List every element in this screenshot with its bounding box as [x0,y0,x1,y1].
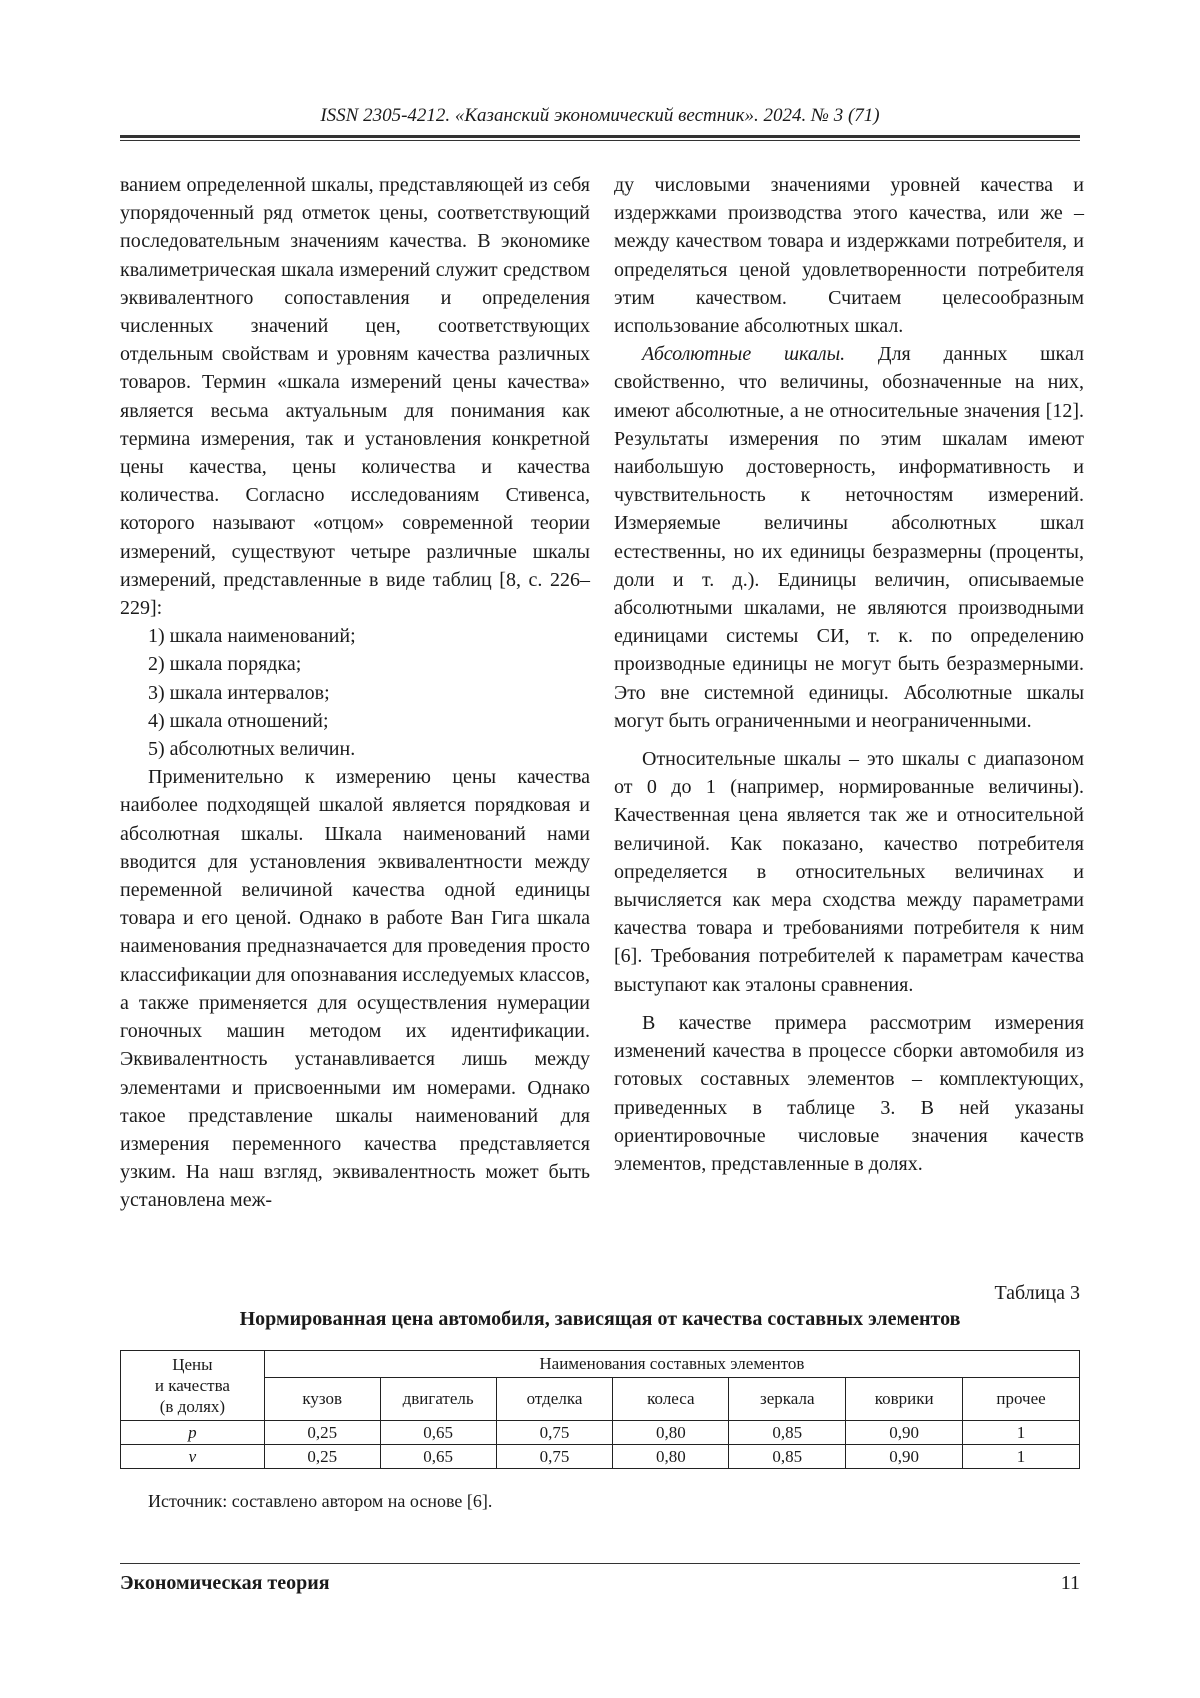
table-caption: Таблица 3 [994,1282,1080,1304]
journal-header: ISSN 2305-4212. «Казанский экономический вестник». 2024. № 3 (71) [320,105,880,126]
table-cell: 0,65 [380,1445,496,1469]
list-item-4: 4) шкала отношений; [148,709,329,732]
table-row [121,1421,1080,1445]
column-header: зеркала [729,1378,846,1421]
list-item-3: 3) шкала интервалов; [148,681,330,704]
row-label: v [121,1445,265,1469]
row-label: p [121,1421,265,1445]
table-cell: 0,75 [496,1445,613,1469]
group-header: Наименования составных элементов [264,1351,1079,1378]
footer-rule [120,1563,1080,1564]
right-paragraph-2 [614,340,1084,735]
absolute-scales-term: Абсолютные шкалы. [642,343,846,366]
left-paragraph-2: Применительно к измерению цены качества наиболее подходящей шкалой является порядковая и абсолютная шкалы. Шкала наименований нами вводится для установления эквивалентности между переменной величиной качества одной единицы товара и его ценой. Однако в работе Ван Гига шкала наименования предназначается для проведения просто классификации для опознавания исследуемых классов, а также применяется для осуществления нумерации гоночных машин методом их идентификации. Эквивалентность устанавливается лишь между элементами и присвоенными им номерами. Однако такое представление шкалы наименований для измерения переменного качества представляется узким. На наш взгляд, эквивалентность может быть установлена меж- [120,766,590,1212]
table-cell: 0,80 [613,1445,729,1469]
quality-price-table [120,1350,1080,1469]
column-header: двигатель [380,1378,496,1421]
page-number: 11 [1060,1572,1080,1594]
table-cell: 0,85 [729,1421,846,1445]
right-paragraph-1: ду числовыми значениями уровней качества и издержками производства этого качества, или же – между качеством товара и издержками потребителя, и определяться ценой удовлетворенности потребителя этим качеством. Считаем целесообразным использование абсолютных шкал. [614,174,1084,338]
list-item-5: 5) абсолютных величин. [148,738,356,761]
column-header: прочее [963,1378,1080,1421]
table-cell: 1 [963,1445,1080,1469]
section-name: Экономическая теория [120,1572,330,1594]
table-cell: 0,90 [846,1445,963,1469]
column-header: колеса [613,1378,729,1421]
table-source-note: Источник: составлено автором на основе [6]. [148,1491,493,1511]
left-paragraph-1: ванием определенной шкалы, представляющей из себя упорядоченный ряд отметок цены, соответствующий последовательным значениям качества. В экономике квалиметрическая шкала измерений служит средством эквивалентного сопоставления и определения численных значений цен, соответствующих отдельным свойствам и уровням качества различных товаров. Термин «шкала измерений цены качества» является весьма актуальным для понимания как термина измерения, так и установления конкретной цены качества, цены количества и качества количества. Согласно исследованиям Стивенса, которого называют «отцом» современной теории измерений, существуют четыре различные шкалы измерений, представленные в виде таблиц [8, с. 226–229]: [120,174,590,620]
right-paragraph-4: В качестве примера рассмотрим измерения изменений качества в процессе сборки автомобиля из готовых составных элементов – комплектующих, приведенных в таблице 3. В ней указаны ориентировочные числовые значения качеств элементов, представленные в долях. [614,1011,1084,1175]
column-header: кузов [264,1378,380,1421]
column-header: коврики [846,1378,963,1421]
right-column [614,171,1084,1178]
table-cell: 0,65 [380,1421,496,1445]
right-paragraph-3: Относительные шкалы – это шкалы с диапазоном от 0 до 1 (например, нормированные величины). Качественная цена является так же и относительной величиной. Как показано, качество потребителя определяется в относительных величинах и вычисляется как мера сходства между параметрами качества товара и требованиями потребителя к ним [6]. Требования потребителей к параметрам качества выступают как эталоны сравнения. [614,748,1084,996]
table-cell: 0,80 [613,1421,729,1445]
left-column [120,171,590,1215]
header-rule-thin [120,140,1080,141]
list-item-2: 2) шкала порядка; [148,653,302,676]
table-title: Нормированная цена автомобиля, зависящая от качества составных элементов [239,1308,961,1330]
table-row [121,1445,1080,1469]
header-rule-thick [120,135,1080,138]
table-cell: 0,25 [264,1421,380,1445]
table-cell: 1 [963,1421,1080,1445]
corner-header: Цены и качества (в долях) [121,1351,265,1421]
column-header: отделка [496,1378,613,1421]
right-paragraph-2-body: Для данных шкал свойственно, что величины, обозначенные на них, имеют абсолютные, а не относительные значения [12]. Результаты измерения по этим шкалам имеют наибольшую достоверность, информативность и чувствительность к неточностям измерений. Измеряемые величины абсолютных шкал естественны, но их единицы безразмерны (проценты, доли и т. д.). Единицы величин, описываемые абсолютными шкалами, не являются производными единицами системы СИ, т. к. по определению производные единицы не могут быть безразмерными. Это вне системной единицы. Абсолютные шкалы могут быть ограниченными и неограниченными. [614,343,1084,732]
table-cell: 0,25 [264,1445,380,1469]
list-item-1: 1) шкала наименований; [148,625,356,648]
table-cell: 0,85 [729,1445,846,1469]
table-cell: 0,90 [846,1421,963,1445]
table-cell: 0,75 [496,1421,613,1445]
